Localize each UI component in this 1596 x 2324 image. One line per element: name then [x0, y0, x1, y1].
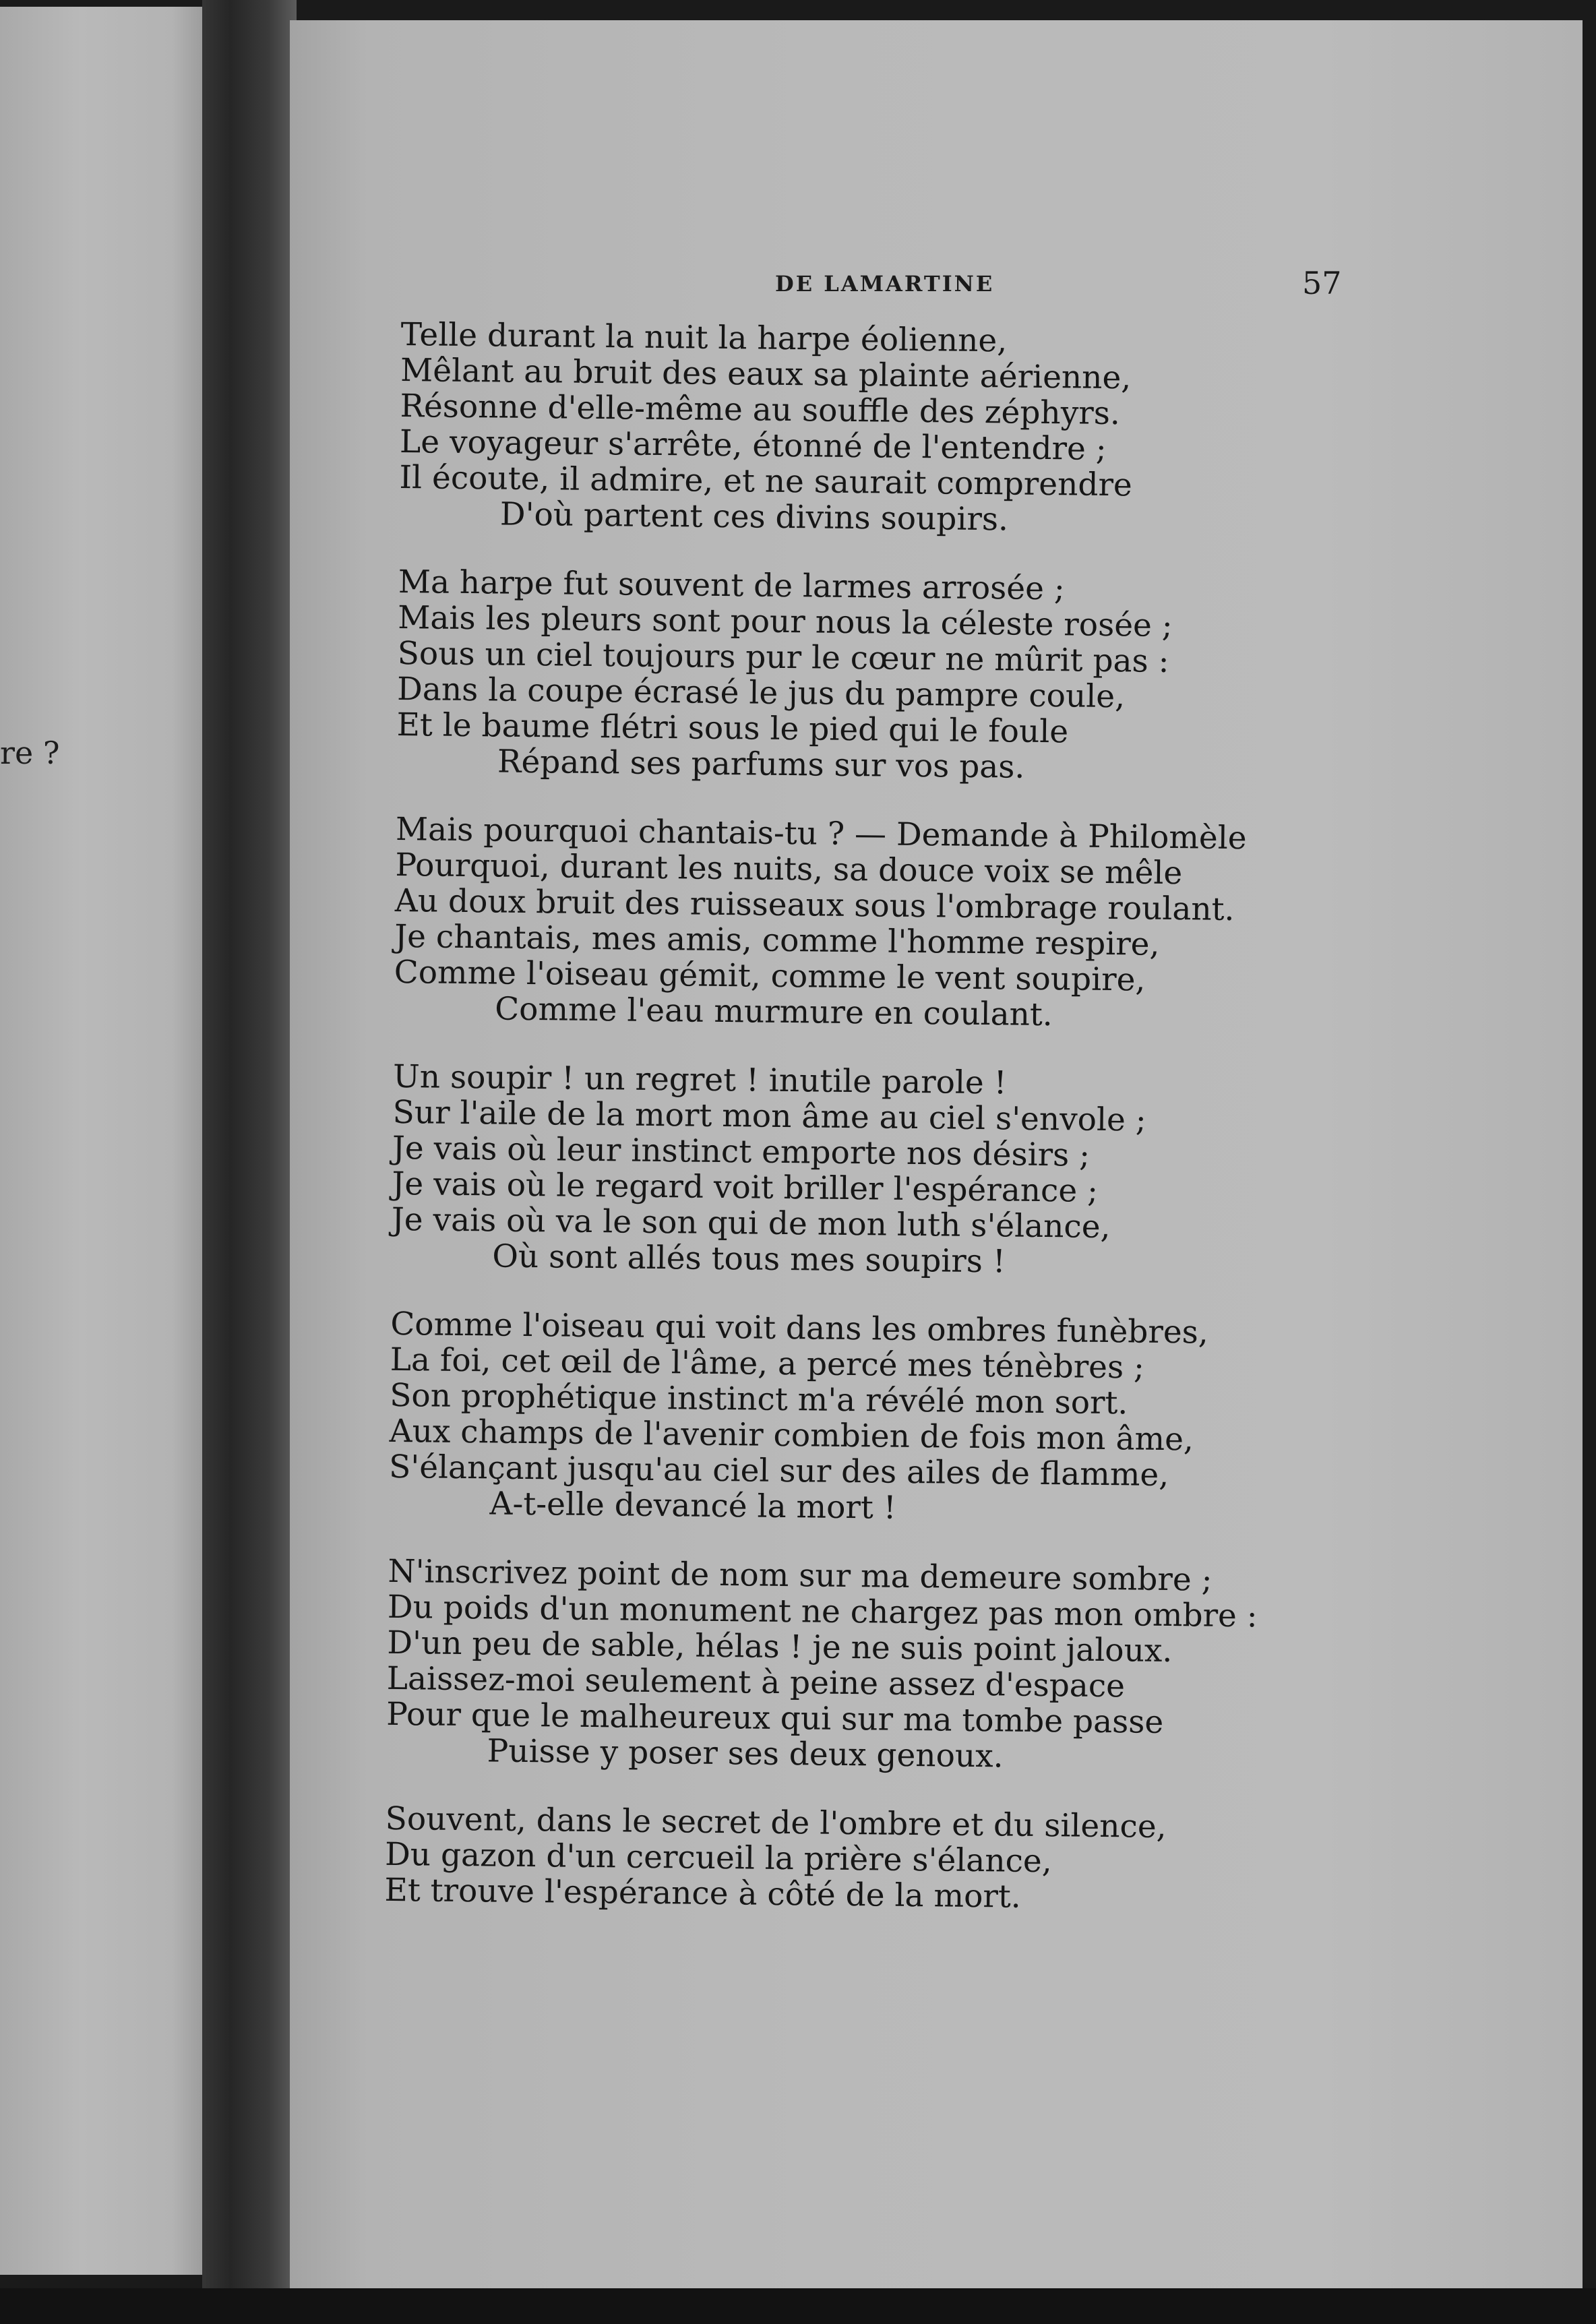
- verse-line: Mêlant au bruit des eaux sa plainte aérienne,: [400, 351, 1132, 397]
- verse-line: Mais les pleurs sont pour nous la céleste rosée ;: [398, 599, 1173, 645]
- poem-text: [384, 317, 1574, 1953]
- verse-line: La foi, cet œil de l'âme, a percé mes ténèbres ;: [390, 1341, 1145, 1386]
- left-page-text-fragment: re ?: [0, 735, 60, 771]
- left-page: [0, 7, 202, 2275]
- verse-line: Comme l'oiseau qui voit dans les ombres funèbres,: [390, 1305, 1209, 1351]
- verse-line-short: Comme l'eau murmure en coulant.: [494, 990, 1053, 1034]
- verse-line: Un soupir ! un regret ! inutile parole !: [392, 1058, 1007, 1102]
- verse-line: Laissez-moi seulement à peine assez d'espace: [386, 1659, 1126, 1705]
- verse-line: N'inscrivez point de nom sur ma demeure sombre ;: [388, 1552, 1213, 1599]
- stanza-3: [394, 812, 1568, 1038]
- stanza-5: [388, 1306, 1563, 1533]
- verse-line: Pourquoi, durant les nuits, sa douce voix se mêle: [395, 846, 1183, 892]
- verse-line: Et le baume flétri sous le pied qui le foule: [396, 706, 1069, 751]
- page-number: 57: [1302, 265, 1342, 301]
- verse-line: Résonne d'elle-même au souffle des zéphyrs.: [400, 387, 1121, 433]
- stanza-1: [399, 317, 1574, 543]
- verse-line-short: Puisse y poser ses deux genoux.: [487, 1732, 1004, 1775]
- running-head: DE LAMARTINE: [775, 271, 995, 297]
- verse-line: Je vais où va le son qui de mon luth s'élance,: [391, 1200, 1111, 1246]
- verse-line: Je chantais, mes amis, comme l'homme respire,: [394, 917, 1160, 963]
- verse-line: Il écoute, il admire, et ne saurait comprendre: [399, 458, 1133, 504]
- verse-line: S'élançant jusqu'au ciel sur des ailes de flamme,: [388, 1448, 1169, 1494]
- verse-line: Son prophétique instinct m'a révélé mon sort.: [389, 1376, 1128, 1422]
- scan-bottom-edge: [0, 2288, 1596, 2324]
- verse-line: Au doux bruit des ruisseaux sous l'ombrage roulant.: [394, 882, 1235, 928]
- verse-line: Ma harpe fut souvent de larmes arrosée ;: [398, 563, 1066, 608]
- verse-line-short: A-t-elle devancé la mort !: [489, 1485, 896, 1527]
- book-spine: [202, 0, 297, 2324]
- verse-line: Pour que le malheureux qui sur ma tombe passe: [386, 1695, 1164, 1741]
- verse-line: Mais pourquoi chantais-tu ? — Demande à Philomèle: [395, 810, 1247, 857]
- verse-line: Sous un ciel toujours pur le cœur ne mûrit pas :: [397, 634, 1169, 680]
- stanza-2: [396, 564, 1571, 791]
- verse-line: Sur l'aile de la mort mon âme au ciel s'envole ;: [392, 1093, 1146, 1139]
- verse-line: D'un peu de sable, hélas ! je ne suis point jaloux.: [387, 1624, 1173, 1670]
- stanza-7: [384, 1801, 1558, 1920]
- verse-line: Du poids d'un monument ne chargez pas mon ombre :: [387, 1588, 1258, 1635]
- verse-line: Souvent, dans le secret de l'ombre et du silence,: [385, 1800, 1167, 1846]
- verse-line: Dans la coupe écrasé le jus du pampre coule,: [396, 670, 1126, 716]
- verse-line: Je vais où leur instinct emporte nos désirs ;: [392, 1129, 1091, 1174]
- verse-line: Je vais où le regard voit briller l'espérance ;: [392, 1165, 1099, 1210]
- verse-line-short: D'où partent ces divins soupirs.: [499, 495, 1009, 539]
- verse-line: Le voyageur s'arrête, étonné de l'entendre ;: [399, 423, 1107, 468]
- verse-line: Telle durant la nuit la harpe éolienne,: [400, 316, 1008, 360]
- right-page: [290, 20, 1583, 2288]
- verse-line: Du gazon d'un cercueil la prière s'élance,: [384, 1835, 1052, 1880]
- verse-line: Comme l'oiseau gémit, comme le vent soupire,: [394, 953, 1146, 999]
- verse-line-short: Où sont allés tous mes soupirs !: [492, 1237, 1006, 1281]
- verse-line: Et trouve l'espérance à côté de la mort.: [384, 1871, 1021, 1916]
- verse-line-short: Répand ses parfums sur vos pas.: [497, 743, 1025, 786]
- stanza-4: [391, 1059, 1566, 1285]
- stanza-6: [386, 1554, 1560, 1780]
- verse-line: Aux champs de l'avenir combien de fois mon âme,: [389, 1412, 1194, 1459]
